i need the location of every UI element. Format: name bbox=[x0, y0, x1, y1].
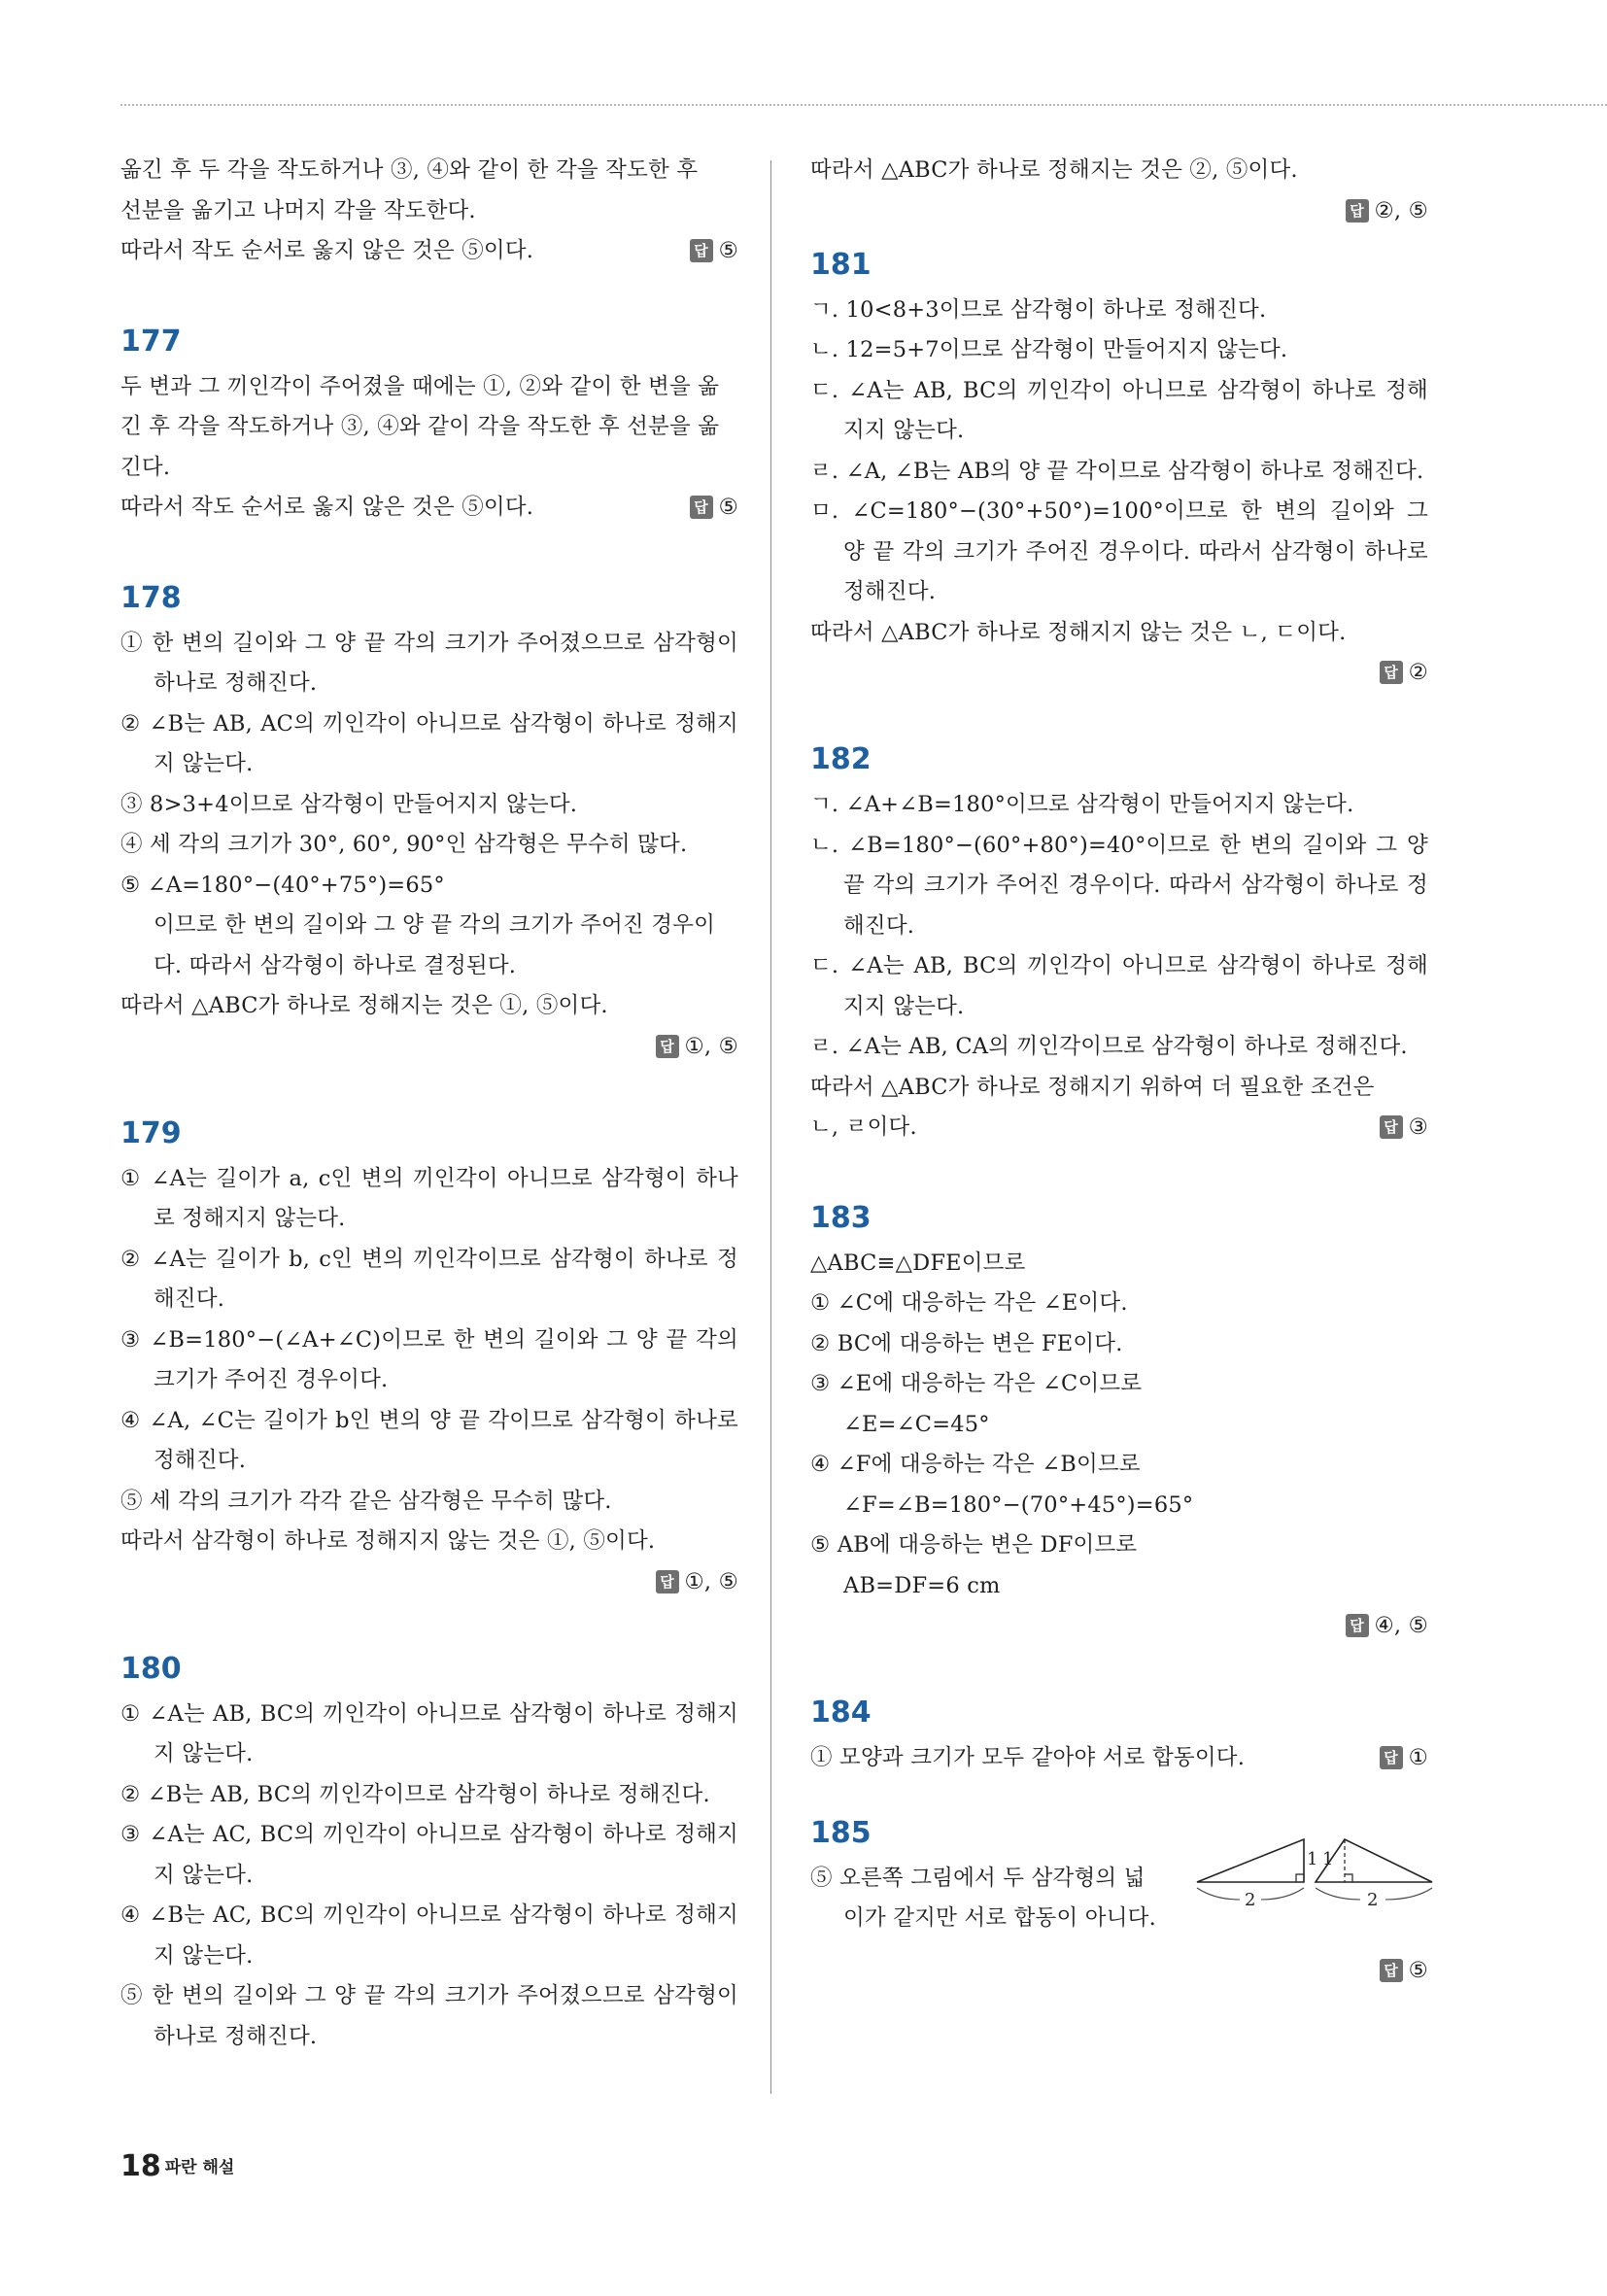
conclusion: ㄴ, ㄹ이다. 답 ③ bbox=[810, 1108, 1428, 1148]
base-label-1: 2 bbox=[1245, 1889, 1256, 1910]
conclusion: 따라서 △ABC가 하나로 정해지지 않는 것은 ㄴ, ㄷ이다. bbox=[810, 619, 1347, 645]
answer: 답 ③ bbox=[1380, 1108, 1428, 1148]
text-line: 선분을 옮기고 나머지 각을 작도한다. bbox=[120, 197, 476, 223]
solution-183 bbox=[810, 1199, 1428, 1644]
solution-179 bbox=[120, 1114, 738, 1599]
choice-item: ㄱ. ∠A+∠B=180°이므로 삼각형이 만들어지지 않는다. bbox=[810, 792, 1354, 817]
two-triangles-figure bbox=[1195, 1830, 1434, 1913]
continued-solution-180 bbox=[810, 151, 1428, 228]
right-column bbox=[810, 151, 1428, 1988]
text-line: ③ ∠E에 대응하는 각은 ∠C이므로 bbox=[810, 1371, 1143, 1396]
text-line: 긴 후 각을 작도하거나 ③, ④와 같이 각을 작도한 후 선분을 옮 bbox=[120, 414, 720, 439]
choice-item: ㄷ. ∠A는 AB, BC의 끼인각이 아니므로 삼각형이 하나로 정해지지 않는다. bbox=[810, 377, 1428, 443]
column-divider bbox=[770, 160, 771, 2094]
answer-badge: 답 bbox=[1380, 1746, 1403, 1769]
choice-item: ② ∠B는 AB, AC의 끼인각이 아니므로 삼각형이 하나로 정해지지 않는다. bbox=[120, 710, 738, 776]
text-line: ② BC에 대응하는 변은 FE이다. bbox=[810, 1330, 1123, 1356]
text-line: ① 모양과 크기가 모두 같아야 서로 합동이다. 답 ① bbox=[810, 1738, 1428, 1779]
text-line: AB=DF=6 cm bbox=[843, 1572, 1001, 1598]
answer: 답 ② bbox=[810, 655, 1428, 690]
problem-number: 185 bbox=[810, 1815, 872, 1850]
conclusion: 따라서 △ABC가 하나로 정해지기 위하여 더 필요한 조건은 bbox=[810, 1074, 1375, 1100]
choice-item: ㄴ. ∠B=180°−(60°+80°)=40°이므로 한 변의 길이와 그 양 끝 각의 크기가 주어진 경우이다. 따라서 삼각형이 하나로 정해진다. bbox=[810, 832, 1428, 939]
choice-item: ④ ∠B는 AC, BC의 끼인각이 아니므로 삼각형이 하나로 정해지지 않는다. bbox=[120, 1902, 738, 1969]
choice-item: ④ ∠A, ∠C는 길이가 b인 변의 양 끝 각이므로 삼각형이 하나로 정해진다. bbox=[120, 1407, 738, 1473]
choice-item: ⑤ 한 변의 길이와 그 양 끝 각의 크기가 주어졌으므로 삼각형이 하나로 정해진다. bbox=[120, 1983, 738, 2049]
text-line: 따라서 작도 순서로 옳지 않은 것은 ⑤이다. 답 ⑤ bbox=[120, 488, 738, 529]
choice-item-continued: 이므로 한 변의 길이와 그 양 끝 각의 크기가 주어진 경우이다. 따라서 삼각형이 하나로 결정된다. bbox=[154, 912, 716, 978]
answer-badge: 답 bbox=[1380, 661, 1403, 684]
answer: 답 ⑤ bbox=[810, 1953, 1428, 1988]
answer-badge: 답 bbox=[1380, 1959, 1403, 1982]
answer: 답 ①, ⑤ bbox=[120, 1564, 738, 1599]
solution-180 bbox=[120, 1650, 738, 2058]
choice-item: ① ∠A는 AB, BC의 끼인각이 아니므로 삼각형이 하나로 정해지지 않는다. bbox=[120, 1700, 738, 1766]
choice-item: ① 한 변의 길이와 그 양 끝 각의 크기가 주어졌으므로 삼각형이 하나로 정해진다. bbox=[120, 630, 738, 696]
solution-184 bbox=[810, 1694, 1428, 1779]
answer-badge: 답 bbox=[690, 239, 713, 262]
text-line: 이가 같지만 서로 합동이 아니다. bbox=[843, 1905, 1156, 1931]
page-number: 18 bbox=[120, 2149, 161, 2183]
choice-item: ② ∠B는 AB, BC의 끼인각이므로 삼각형이 하나로 정해진다. bbox=[120, 1781, 710, 1807]
text-line: ⑤ 오른쪽 그림에서 두 삼각형의 넓 bbox=[810, 1865, 1145, 1891]
choice-item: ③ ∠B=180°−(∠A+∠C)이므로 한 변의 길이와 그 양 끝 각의 크기가 주어진 경우이다. bbox=[120, 1326, 738, 1392]
solution-185 bbox=[810, 1814, 1428, 1988]
left-column bbox=[120, 151, 738, 2057]
top-dotted-rule bbox=[120, 104, 1607, 106]
answer-badge: 답 bbox=[1380, 1115, 1403, 1139]
choice-item: ④ 세 각의 크기가 30°, 60°, 90°인 삼각형은 무수히 많다. bbox=[120, 832, 688, 857]
choice-item: ㅁ. ∠C=180°−(30°+50°)=100°이므로 한 변의 길이와 그 양 끝 각의 크기가 주어진 경우이다. 따라서 삼각형이 하나로 정해진다. bbox=[810, 498, 1428, 604]
text-line: 따라서 작도 순서로 옳지 않은 것은 ⑤이다. 답 ⑤ bbox=[120, 231, 738, 272]
problem-number: 183 bbox=[810, 1200, 872, 1235]
conclusion: 따라서 △ABC가 하나로 정해지는 것은 ①, ⑤이다. bbox=[120, 993, 608, 1018]
base-label-2: 2 bbox=[1367, 1889, 1379, 1910]
answer-badge: 답 bbox=[1346, 199, 1369, 223]
choice-item: ㄱ. 10<8+3이므로 삼각형이 하나로 정해진다. bbox=[810, 296, 1267, 323]
footer-label: 파란 해설 bbox=[164, 2158, 235, 2177]
answer: 답 ④, ⑤ bbox=[810, 1608, 1428, 1643]
text-line: ∠E=∠C=45° bbox=[843, 1411, 990, 1437]
solution-181 bbox=[810, 246, 1428, 691]
problem-number: 181 bbox=[810, 247, 872, 282]
choice-item: ㄴ. 12=5+7이므로 삼각형이 만들어지지 않는다. bbox=[810, 337, 1288, 362]
answer: 답 ① bbox=[1380, 1738, 1428, 1779]
choice-item: ㄹ. ∠A는 AB, CA의 끼인각이므로 삼각형이 하나로 정해진다. bbox=[810, 1034, 1408, 1059]
answer-badge: 답 bbox=[690, 496, 713, 519]
text-line: 두 변과 그 끼인각이 주어졌을 때에는 ①, ②와 같이 한 변을 옮 bbox=[120, 373, 720, 399]
text-line: 긴다. bbox=[120, 454, 171, 480]
conclusion: 따라서 △ABC가 하나로 정해지는 것은 ②, ⑤이다. bbox=[810, 157, 1298, 183]
answer: 답 ⑤ bbox=[690, 488, 738, 529]
text-line: ∠F=∠B=180°−(70°+45°)=65° bbox=[843, 1491, 1194, 1518]
height-label-1: 1 bbox=[1307, 1848, 1318, 1869]
text-line: ① ∠C에 대응하는 각은 ∠E이다. bbox=[810, 1290, 1128, 1316]
problem-number: 180 bbox=[120, 1651, 182, 1686]
answer: 답 ⑤ bbox=[690, 231, 738, 272]
choice-item: ① ∠A는 길이가 a, c인 변의 끼인각이 아니므로 삼각형이 하나로 정해지지 않는다. bbox=[120, 1165, 738, 1231]
choice-item: ③ ∠A는 AC, BC의 끼인각이 아니므로 삼각형이 하나로 정해지지 않는다. bbox=[120, 1822, 738, 1888]
choice-item: ② ∠A는 길이가 b, c인 변의 끼인각이므로 삼각형이 하나로 정해진다. bbox=[120, 1246, 738, 1312]
answer: 답 ②, ⑤ bbox=[810, 193, 1428, 228]
choice-item: ③ 8>3+4이므로 삼각형이 만들어지지 않는다. bbox=[120, 791, 578, 817]
text-line: 옮긴 후 두 각을 작도하거나 ③, ④와 같이 한 각을 작도한 후 bbox=[120, 157, 699, 183]
choice-item: ⑤ 세 각의 크기가 각각 같은 삼각형은 무수히 많다. bbox=[120, 1488, 612, 1514]
problem-number: 177 bbox=[120, 324, 182, 359]
solution-182 bbox=[810, 740, 1428, 1148]
text-with-figure bbox=[810, 1848, 1428, 1939]
conclusion: 따라서 삼각형이 하나로 정해지지 않는 것은 ①, ⑤이다. bbox=[120, 1528, 656, 1554]
page-footer bbox=[120, 2149, 234, 2183]
solution-177 bbox=[120, 323, 738, 529]
choice-item: ㄹ. ∠A, ∠B는 AB의 양 끝 각이므로 삼각형이 하나로 정해진다. bbox=[810, 458, 1424, 484]
problem-number: 179 bbox=[120, 1115, 182, 1150]
height-label-2: 1 bbox=[1322, 1848, 1334, 1869]
problem-number: 184 bbox=[810, 1696, 872, 1730]
text-line: △ABC≡△DFE이므로 bbox=[810, 1250, 1026, 1276]
continued-solution-176 bbox=[120, 151, 738, 272]
answer: 답 ①, ⑤ bbox=[120, 1029, 738, 1064]
answer-badge: 답 bbox=[1346, 1614, 1369, 1637]
problem-number: 182 bbox=[810, 742, 872, 776]
text-line: ⑤ AB에 대응하는 변은 DF이므로 bbox=[810, 1532, 1138, 1558]
problem-number: 178 bbox=[120, 580, 182, 615]
answer-badge: 답 bbox=[656, 1570, 679, 1593]
solution-178 bbox=[120, 579, 738, 1064]
text-line: ④ ∠F에 대응하는 각은 ∠B이므로 bbox=[810, 1452, 1141, 1477]
right-triangle bbox=[1197, 1839, 1304, 1882]
choice-item: ㄷ. ∠A는 AB, BC의 끼인각이 아니므로 삼각형이 하나로 정해지지 않는다. bbox=[810, 953, 1428, 1019]
answer-badge: 답 bbox=[656, 1035, 679, 1058]
choice-item: ⑤ ∠A=180°−(40°+75°)=65° bbox=[120, 872, 445, 898]
